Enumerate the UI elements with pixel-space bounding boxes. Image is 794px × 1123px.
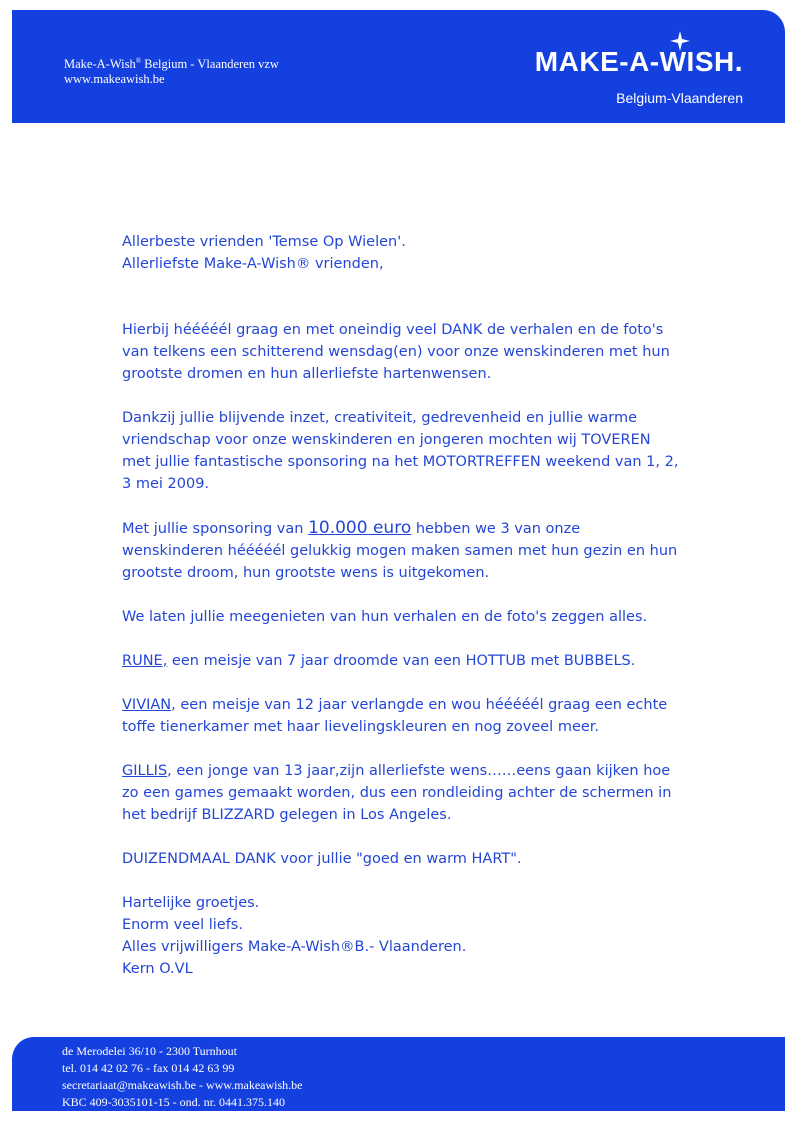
paragraph-4: We laten jullie meegenieten van hun verhalen en de foto's zeggen alles. (122, 609, 648, 625)
footer-bank: KBC 409-3035101-15 - ond. nr. 0441.375.140 (62, 1095, 285, 1109)
child-name-rune: RUNE, (122, 653, 168, 669)
footer-address: de Merodelei 36/10 - 2300 Turnhout (62, 1044, 237, 1058)
org-info (64, 54, 279, 87)
logo-subtitle: Belgium-Vlaanderen (616, 90, 743, 106)
paragraph-3: Met jullie sponsoring van 10.000 euro hebben we 3 van onze wenskinderen hééééél gelukkig mogen maken samen met hun gezin en hun grootste droom, hun grootste wens is uitgekomen. (122, 518, 678, 581)
sponsor-amount: 10.000 euro (308, 518, 412, 538)
letter-body (122, 231, 682, 980)
closing-4: Kern O.VL (122, 961, 193, 977)
logo-wordmark: MAKE-A-WISH. (534, 46, 743, 77)
wish-vivian: VIVIAN, een meisje van 12 jaar verlangde en wou hééééél graag een echte toffe tienerkamer met haar lievelingskleuren en nog zoveel meer. (122, 697, 668, 735)
greeting-line-1: Allerbeste vrienden 'Temse Op Wielen'. (122, 234, 406, 250)
footer-phone: tel. 014 42 02 76 - fax 014 42 63 99 (62, 1061, 235, 1075)
closing-3: Alles vrijwilligers Make-A-Wish®B.- Vlaanderen. (122, 939, 467, 955)
thanks-line: DUIZENDMAAL DANK voor jullie "goed en warm HART". (122, 851, 522, 867)
header-band (12, 10, 785, 123)
make-a-wish-logo (517, 36, 757, 114)
closing-2: Enorm veel liefs. (122, 917, 243, 933)
footer-email: secretariaat@makeawish.be - www.makeawish.be (62, 1078, 303, 1092)
child-name-gillis: GILLIS (122, 763, 168, 779)
wish-gillis: GILLIS, een jonge van 13 jaar,zijn allerliefste wens……eens gaan kijken hoe zo een games gemaakt worden, dus een rondleiding achter de schermen in het bedrijf BLIZZARD gelegen in Los Angeles. (122, 763, 672, 823)
org-website: www.makeawish.be (64, 72, 165, 87)
greeting-line-2: Allerliefste Make-A-Wish® vrienden, (122, 256, 384, 272)
org-name: Make-A-Wish® Belgium - Vlaanderen vzw (64, 57, 279, 72)
closing-1: Hartelijke groetjes. (122, 895, 260, 911)
child-name-vivian: VIVIAN (122, 697, 172, 713)
paragraph-1: Hierbij hééééél graag en met oneindig veel DANK de verhalen en de foto's van telkens een schitterend wensdag(en) voor onze wenskinderen met hun grootste dromen en hun allerliefste hartenwensen. (122, 322, 670, 382)
footer-contact (62, 1043, 303, 1111)
footer-band (12, 1037, 785, 1111)
wish-rune: RUNE, een meisje van 7 jaar droomde van een HOTTUB met BUBBELS. (122, 653, 636, 669)
paragraph-2: Dankzij jullie blijvende inzet, creativiteit, gedrevenheid en jullie warme vriendschap voor onze wenskinderen en jongeren mochten wij TOVEREN met jullie fantastische sponsoring na het MOTORTREFFEN weekend van 1, 2, 3 mei 2009. (122, 410, 679, 492)
